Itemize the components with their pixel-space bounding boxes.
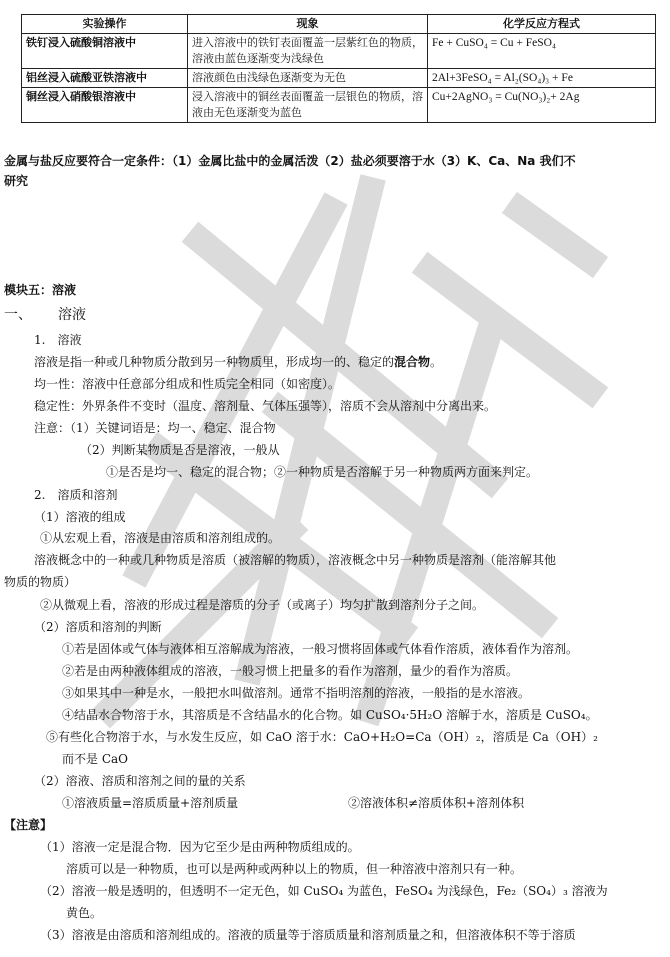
stability-text: 稳定性：外界条件不变时（温度、溶剂量、气体压强等），溶质不会从溶剂中分离出来。 — [34, 399, 497, 413]
macro-view: ①从宏观上看，溶液是由溶质和溶剂组成的。 — [40, 531, 281, 545]
item2-heading: 2. 溶质和溶剂 — [34, 488, 118, 502]
composition-heading: （1）溶液的组成 — [34, 510, 126, 524]
attention-3: （3）溶液是由溶质和溶剂组成的。溶液的质量等于溶质质量和溶剂质量之和，但溶液体积不等于溶质 — [40, 928, 576, 942]
note-3: ①是否是均一、稳定的混合物；②一种物质是否溶解于另一种物质两方面来判定。 — [106, 465, 539, 479]
micro-view: ②从微观上看，溶液的形成过程是溶质的分子（或离子）均匀扩散到溶剂分子之间。 — [40, 598, 485, 612]
header-equation: 化学反应方程式 — [428, 15, 656, 34]
conditions-line-1: 金属与盐反应要符合一定条件：（1）金属比盐中的金属活泼（2）盐必须要溶于水（3）K、Ca、Na 我们不 — [4, 154, 576, 168]
section-title: 溶液 — [58, 307, 86, 323]
attention-2b: 黄色。 — [66, 906, 103, 920]
judge-heading: （2）溶质和溶剂的判断 — [34, 620, 162, 634]
table-header-row — [22, 15, 656, 34]
table-cell-phenomenon: 溶液颜色由浅绿色逐渐变为无色 — [188, 69, 428, 88]
relation-volume: ②溶液体积≠溶质体积+溶剂体积 — [348, 796, 525, 810]
experiment-table — [21, 14, 656, 123]
judge-rule-5-cont: 而不是 CaO — [62, 752, 128, 766]
table-row — [22, 88, 656, 123]
table-cell-operation: 铝丝浸入硫酸亚铁溶液中 — [22, 69, 188, 88]
note-1: 注意：（1）关键词语是：均一、稳定、混合物 — [34, 421, 276, 435]
judge-rule-1: ①若是固体或气体与液体相互溶解成为溶液，一般习惯将固体或气体看作溶质，液体看作为溶剂。 — [62, 642, 579, 656]
definition-text: 溶液是指一种或几种物质分散到另一种物质里，形成均一的、稳定的 — [34, 355, 395, 369]
judge-rule-3: ③如果其中一种是水，一般把水叫做溶剂。通常不指明溶剂的溶液，一般指的是水溶液。 — [62, 686, 531, 700]
table-cell-equation: Fe + CuSO₄ = Cu + FeSO₄ — [428, 34, 656, 69]
note-2: （2）判断某物质是否是溶液，一般从 — [80, 443, 280, 457]
relation-mass: ①溶液质量=溶质质量+溶剂质量 — [62, 796, 239, 810]
conditions-line-2: 研究 — [4, 174, 29, 188]
header-operation: 实验操作 — [22, 15, 188, 34]
table-cell-equation: 2Al+3FeSO₄ = Al₂(SO₄)₃ + Fe — [428, 69, 656, 88]
attention-heading: 【注意】 — [4, 818, 53, 832]
table-cell-operation: 铜丝浸入硝酸银溶液中 — [22, 88, 188, 123]
attention-2: （2）溶液一般是透明的，但透明不一定无色，如 CuSO₄ 为蓝色，FeSO₄ 为浅绿色，Fe₂（SO₄）₃ 溶液为 — [40, 884, 608, 898]
relation-heading: （2）溶液、溶质和溶剂之间的量的关系 — [34, 774, 246, 788]
uniformity-text: 均一性：溶液中任意部分组成和性质完全相同（如密度）。 — [34, 377, 341, 391]
table-cell-phenomenon: 进入溶液中的铁钉表面覆盖一层紫红色的物质，溶液由蓝色逐渐变为浅绿色 — [188, 34, 428, 69]
judge-rule-4: ④结晶水合物溶于水，其溶质是不含结晶水的化合物。如 CuSO₄·5H₂O 溶解于水，溶质是 CuSO₄。 — [62, 708, 598, 722]
header-phenomenon: 现象 — [188, 15, 428, 34]
table-cell-equation: Cu+2AgNO₃ = Cu(NO₃)₂+ 2Ag — [428, 88, 656, 123]
section-number: 一、 — [4, 307, 32, 323]
table-row — [22, 69, 656, 88]
judge-rule-2: ②若是由两种液体组成的溶液，一般习惯上把量多的看作为溶剂，量少的看作为溶质。 — [62, 664, 519, 678]
concept-line-2: 物质的物质） — [4, 575, 77, 589]
table-cell-phenomenon: 浸入溶液中的铜丝表面覆盖一层银色的物质，溶液由无色逐渐变为蓝色 — [188, 88, 428, 123]
table-row — [22, 34, 656, 69]
attention-1b: 溶质可以是一种物质，也可以是两种或两种以上的物质，但一种溶液中溶剂只有一种。 — [66, 862, 523, 876]
table-cell-operation: 铁钉浸入硫酸铜溶液中 — [22, 34, 188, 69]
concept-line-1: 溶液概念中的一种或几种物质是溶质（被溶解的物质），溶液概念中另一种物质是溶剂（能溶解其他 — [34, 553, 557, 567]
definition-bold-term: 混合物 — [394, 355, 431, 369]
module-title: 模块五：溶液 — [4, 283, 77, 297]
attention-1: （1）溶液一定是混合物．因为它至少是由两种物质组成的。 — [40, 840, 360, 854]
judge-rule-5: ⑤有些化合物溶于水，与水发生反应，如 CaO 溶于水：CaO+H₂O=Ca（OH）₂，溶质是 Ca（OH）₂ — [46, 730, 598, 744]
item1-heading: 1. 溶液 — [34, 333, 82, 347]
definition-end: 。 — [430, 355, 443, 369]
solution-definition — [34, 353, 442, 371]
